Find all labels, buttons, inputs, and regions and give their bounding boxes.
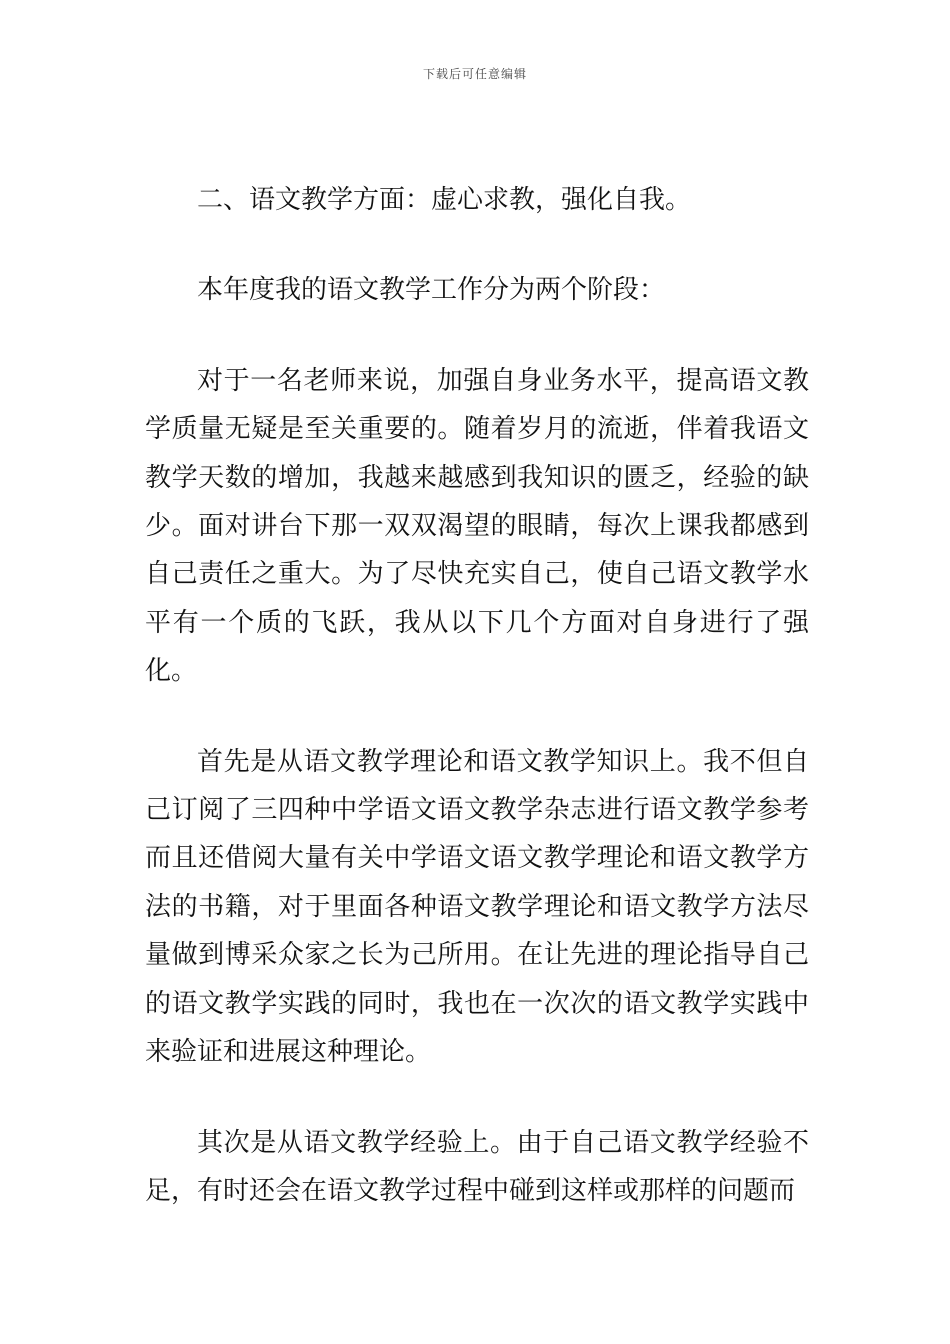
section-heading: 二、语文教学方面：虚心求教，强化自我。: [197, 185, 692, 215]
paragraph-body-2: 首先是从语文教学理论和语文教学知识上。我不但自己订阅了三四种中学语文语文教学杂志进行语文教学参考而且还借阅大量有关中学语文语文教学理论和语文教学方法的书籍，对于里面各种语文教学理论和语文教学方法尽量做到博采众家之长为己所用。在让先进的理论指导自己的语文教学实践的同时，我也在一次次的语文教学实践中来验证和进展这种理论。: [145, 746, 809, 1068]
paragraph-body-1: 对于一名老师来说，加强自身业务水平，提高语文教学质量无疑是至关重要的。随着岁月的流逝，伴着我语文教学天数的增加，我越来越感到我知识的匮乏，经验的缺少。面对讲台下那一双双渴望的眼睛，每次上课我都感到自己责任之重大。为了尽快充实自己，使自己语文教学水平有一个质的飞跃，我从以下几个方面对自身进行了强化。: [145, 365, 809, 687]
document-body: [145, 176, 809, 1257]
paragraph-intro: 本年度我的语文教学工作分为两个阶段：: [197, 275, 666, 306]
page-header: 下载后可任意编辑: [422, 67, 527, 81]
paragraph-body-3: 其次是从语文教学经验上。由于自己语文教学经验不足，有时还会在语文教学过程中碰到这样或那样的问题而: [145, 1127, 809, 1206]
